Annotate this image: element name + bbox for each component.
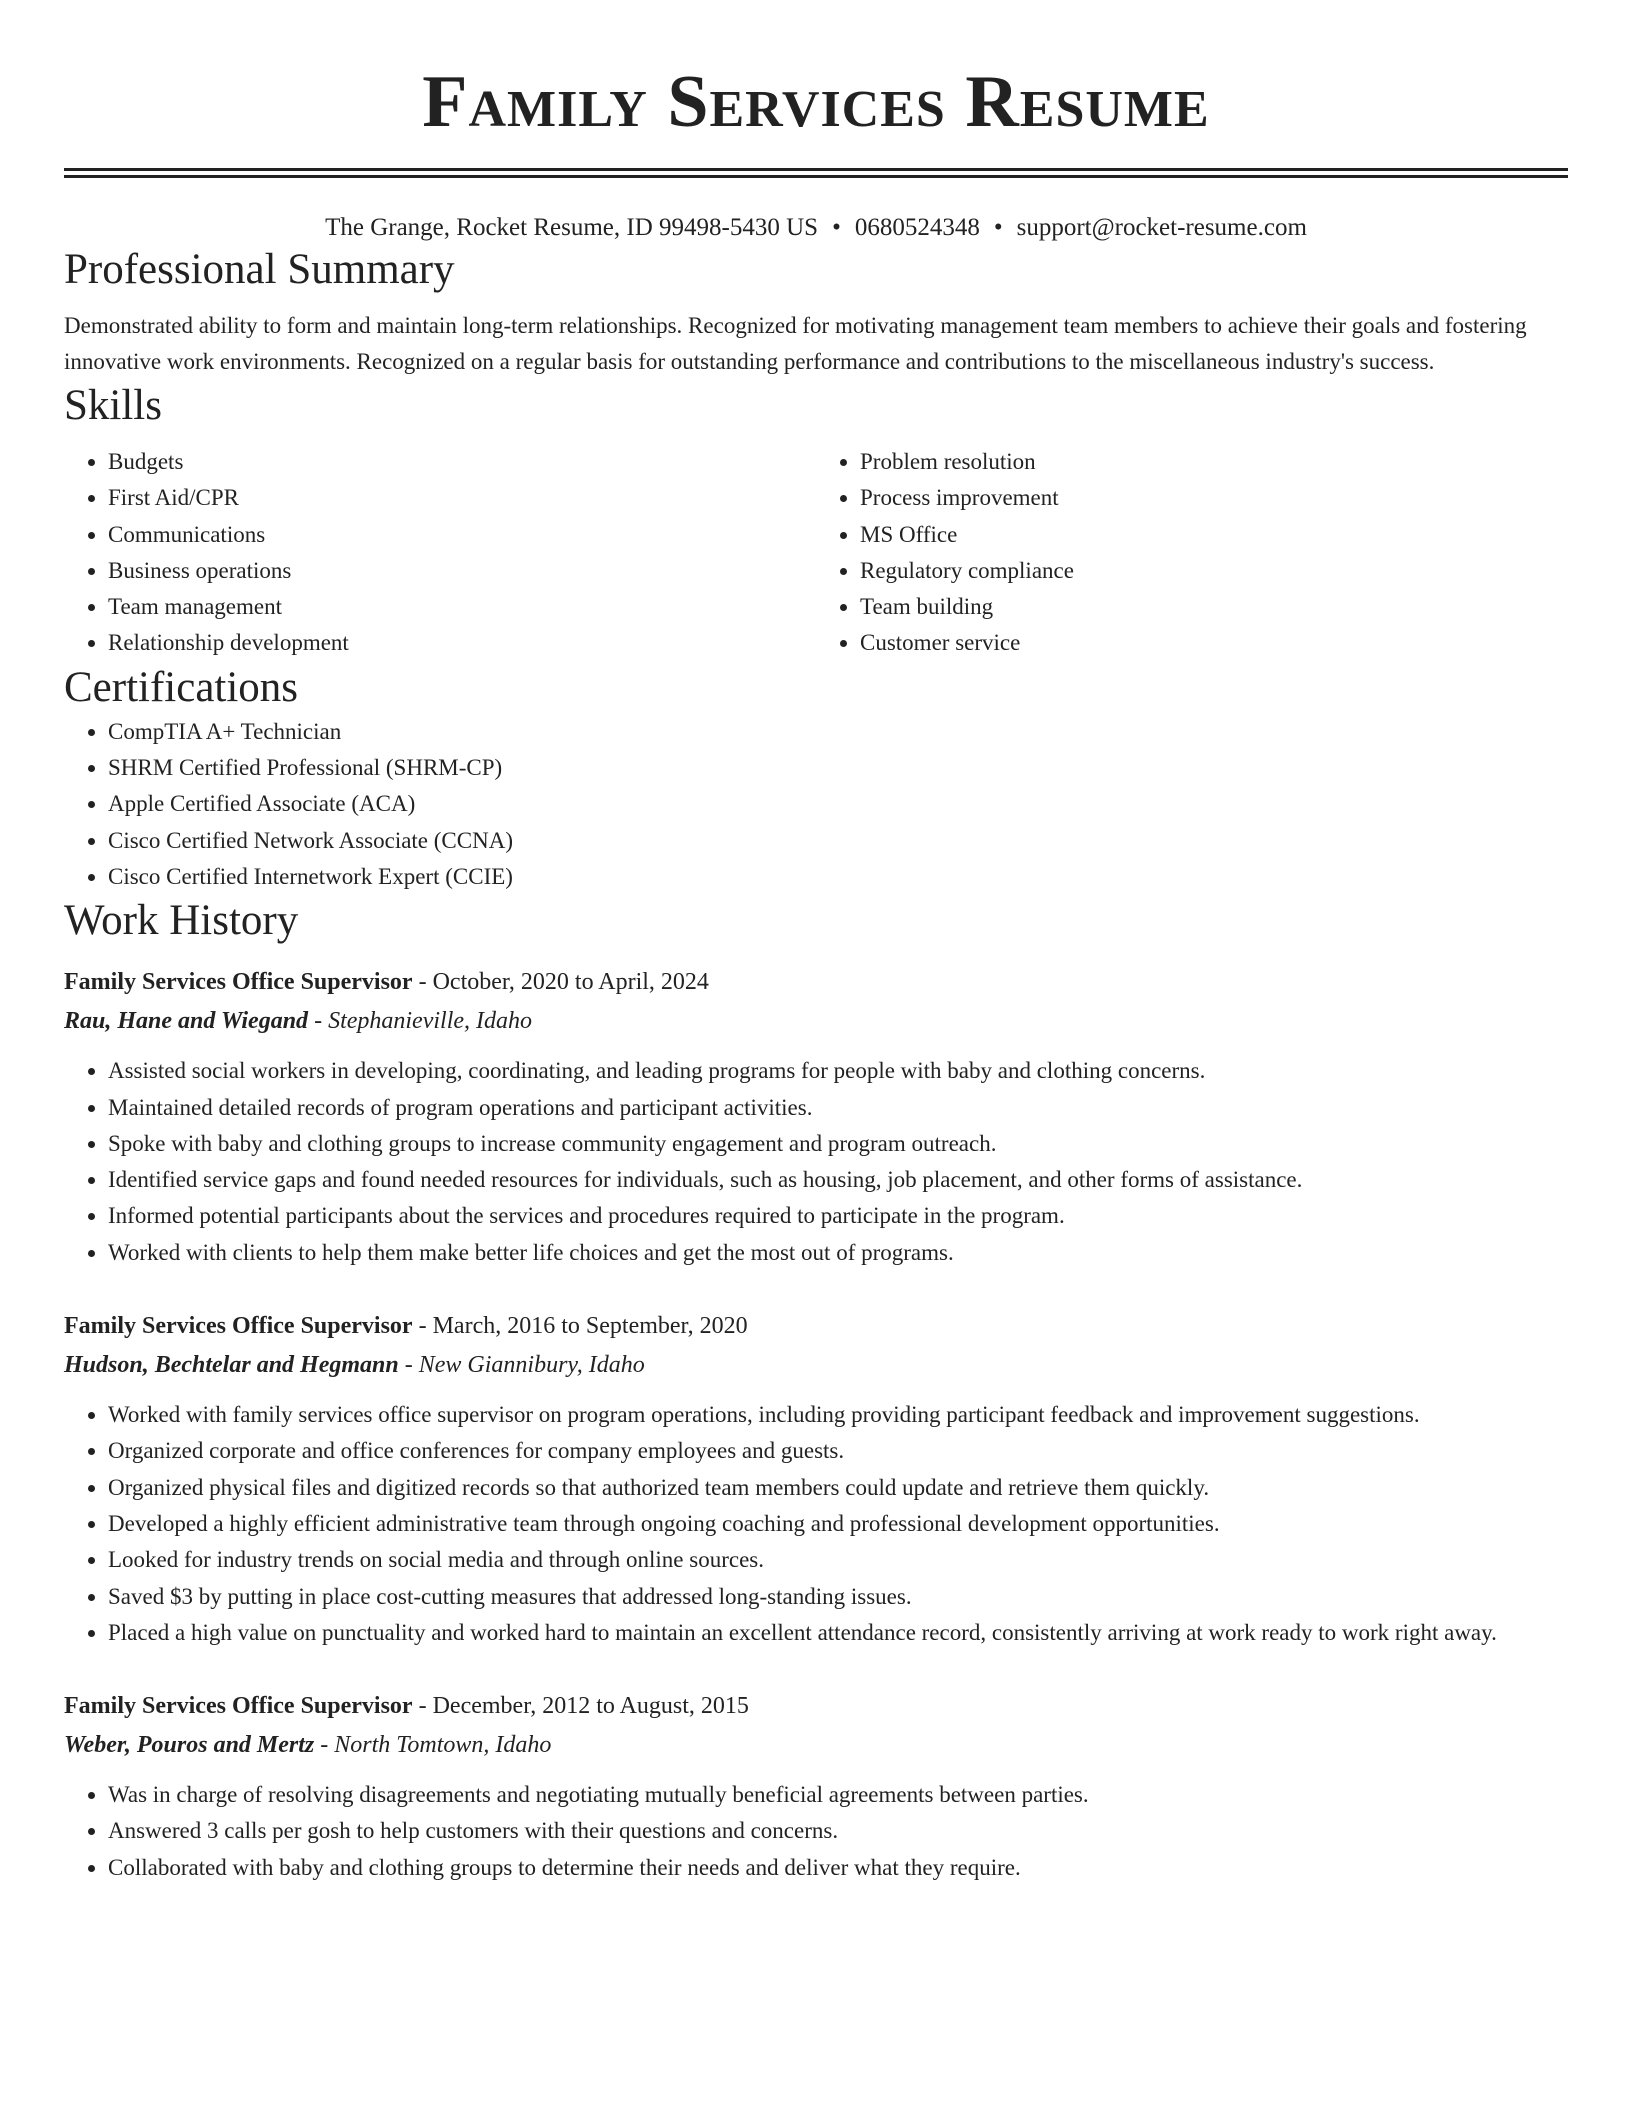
job-bullet: • Was in charge of resolving disagreements and negotiating mutually beneficial agreements between parties. (108, 1777, 1568, 1813)
certification-item: • CompTIA A+ Technician (108, 714, 1568, 750)
skill-item: • Customer service (860, 625, 1568, 661)
skill-item: • Process improvement (860, 480, 1568, 516)
job-bullet: • Placed a high value on punctuality and worked hard to maintain an excellent attendance record, consistently arriving at work ready to work right away. (108, 1615, 1568, 1651)
skill-item: • Communications (108, 517, 816, 553)
job-company: Rau, Hane and Wiegand (64, 1008, 309, 1035)
skill-item: • Regulatory compliance (860, 553, 1568, 589)
certification-item: • SHRM Certified Professional (SHRM-CP) (108, 750, 1568, 786)
skills-columns (64, 444, 1568, 662)
job-bullets (64, 1777, 1568, 1886)
job-location: North Tomtown, Idaho (334, 1732, 552, 1759)
job-bullet: • Developed a highly efficient administrative team through ongoing coaching and professional development opportunities. (108, 1506, 1568, 1542)
skill-item: • Team building (860, 589, 1568, 625)
job-bullet: • Organized corporate and office conferences for company employees and guests. (108, 1433, 1568, 1469)
skill-item: • First Aid/CPR (108, 480, 816, 516)
job-bullets (64, 1053, 1568, 1271)
job-dates: December, 2012 to August, 2015 (432, 1693, 749, 1720)
job-title: Family Services Office Supervisor (64, 1693, 413, 1720)
job-title-line: Family Services Office Supervisor - March, 2016 to September, 2020 (64, 1313, 748, 1340)
job-location: New Giannibury, Idaho (418, 1352, 645, 1379)
certifications-list (64, 714, 1568, 895)
contact-separator: • (832, 214, 841, 241)
job-title-line: Family Services Office Supervisor - December, 2012 to August, 2015 (64, 1693, 749, 1720)
title-double-rule (64, 168, 1568, 178)
certifications-heading: Certifications (64, 663, 299, 711)
job-bullet: • Spoke with baby and clothing groups to increase community engagement and program outreach. (108, 1126, 1568, 1162)
contact-email: support@rocket-resume.com (1016, 214, 1307, 241)
job-bullet: • Answered 3 calls per gosh to help customers with their questions and concerns. (108, 1813, 1568, 1849)
skill-item: • Team management (108, 589, 816, 625)
job-entry (64, 1307, 1568, 1651)
job-entry (64, 963, 1568, 1271)
job-bullet: • Worked with clients to help them make better life choices and get the most out of programs. (108, 1235, 1568, 1271)
job-bullet: • Saved $3 by putting in place cost-cutting measures that addressed long-standing issues. (108, 1579, 1568, 1615)
job-bullet: • Organized physical files and digitized records so that authorized team members could update and retrieve them quickly. (108, 1470, 1568, 1506)
skills-list-left (64, 444, 816, 662)
contact-address: The Grange, Rocket Resume, ID 99498-5430 US (325, 214, 819, 241)
certification-item: • Cisco Certified Network Associate (CCNA) (108, 823, 1568, 859)
job-bullet: • Looked for industry trends on social media and through online sources. (108, 1542, 1568, 1578)
contact-phone: 0680524348 (854, 214, 980, 241)
resume-title: Family Services Resume (422, 61, 1210, 143)
job-bullets (64, 1397, 1568, 1651)
contact-line (64, 212, 1568, 244)
job-bullet: • Collaborated with baby and clothing groups to determine their needs and deliver what they require. (108, 1850, 1568, 1886)
skill-item: • Problem resolution (860, 444, 1568, 480)
summary-heading: Professional Summary (64, 246, 455, 293)
job-title-line: Family Services Office Supervisor - October, 2020 to April, 2024 (64, 969, 709, 996)
contact-separator: • (993, 214, 1003, 241)
job-company: Weber, Pouros and Mertz (64, 1732, 315, 1759)
job-title: Family Services Office Supervisor (64, 1313, 413, 1340)
job-bullet: • Assisted social workers in developing, coordinating, and leading programs for people with baby and clothing concerns. (108, 1053, 1568, 1089)
job-bullet: • Identified service gaps and found needed resources for individuals, such as housing, job placement, and other forms of assistance. (108, 1162, 1568, 1198)
job-title: Family Services Office Supervisor (64, 969, 413, 996)
skill-item: • MS Office (860, 517, 1568, 553)
job-dates: October, 2020 to April, 2024 (432, 969, 709, 996)
skills-list-right (816, 444, 1568, 662)
job-bullet: • Informed potential participants about the services and procedures required to participate in the program. (108, 1198, 1568, 1234)
job-location: Stephanieville, Idaho (328, 1008, 533, 1035)
skill-item: • Business operations (108, 553, 816, 589)
certification-item: • Cisco Certified Internetwork Expert (CCIE) (108, 859, 1568, 895)
job-company-line: Hudson, Bechtelar and Hegmann - New Giannibury, Idaho (64, 1352, 645, 1379)
skills-heading: Skills (64, 382, 162, 429)
job-entry (64, 1687, 1568, 1886)
job-company: Hudson, Bechtelar and Hegmann (64, 1352, 399, 1379)
certification-item: • Apple Certified Associate (ACA) (108, 786, 1568, 822)
skill-item: • Budgets (108, 444, 816, 480)
work-history-heading: Work History (64, 897, 299, 945)
job-bullet: • Maintained detailed records of program operations and participant activities. (108, 1090, 1568, 1126)
skill-item: • Relationship development (108, 625, 816, 661)
job-company-line: Weber, Pouros and Mertz - North Tomtown, Idaho (64, 1732, 552, 1759)
summary-text: Demonstrated ability to form and maintain long-term relationships. Recognized for motivating management team members to achieve their goals and fostering innovative work environments. Recognized on a regular basis for outstanding performance and contributions to the miscellaneous industry's success. (64, 313, 1527, 374)
job-company-line: Rau, Hane and Wiegand - Stephanieville, Idaho (64, 1008, 533, 1035)
job-bullet: • Worked with family services office supervisor on program operations, including providing participant feedback and improvement suggestions. (108, 1397, 1568, 1433)
job-dates: March, 2016 to September, 2020 (432, 1313, 748, 1340)
